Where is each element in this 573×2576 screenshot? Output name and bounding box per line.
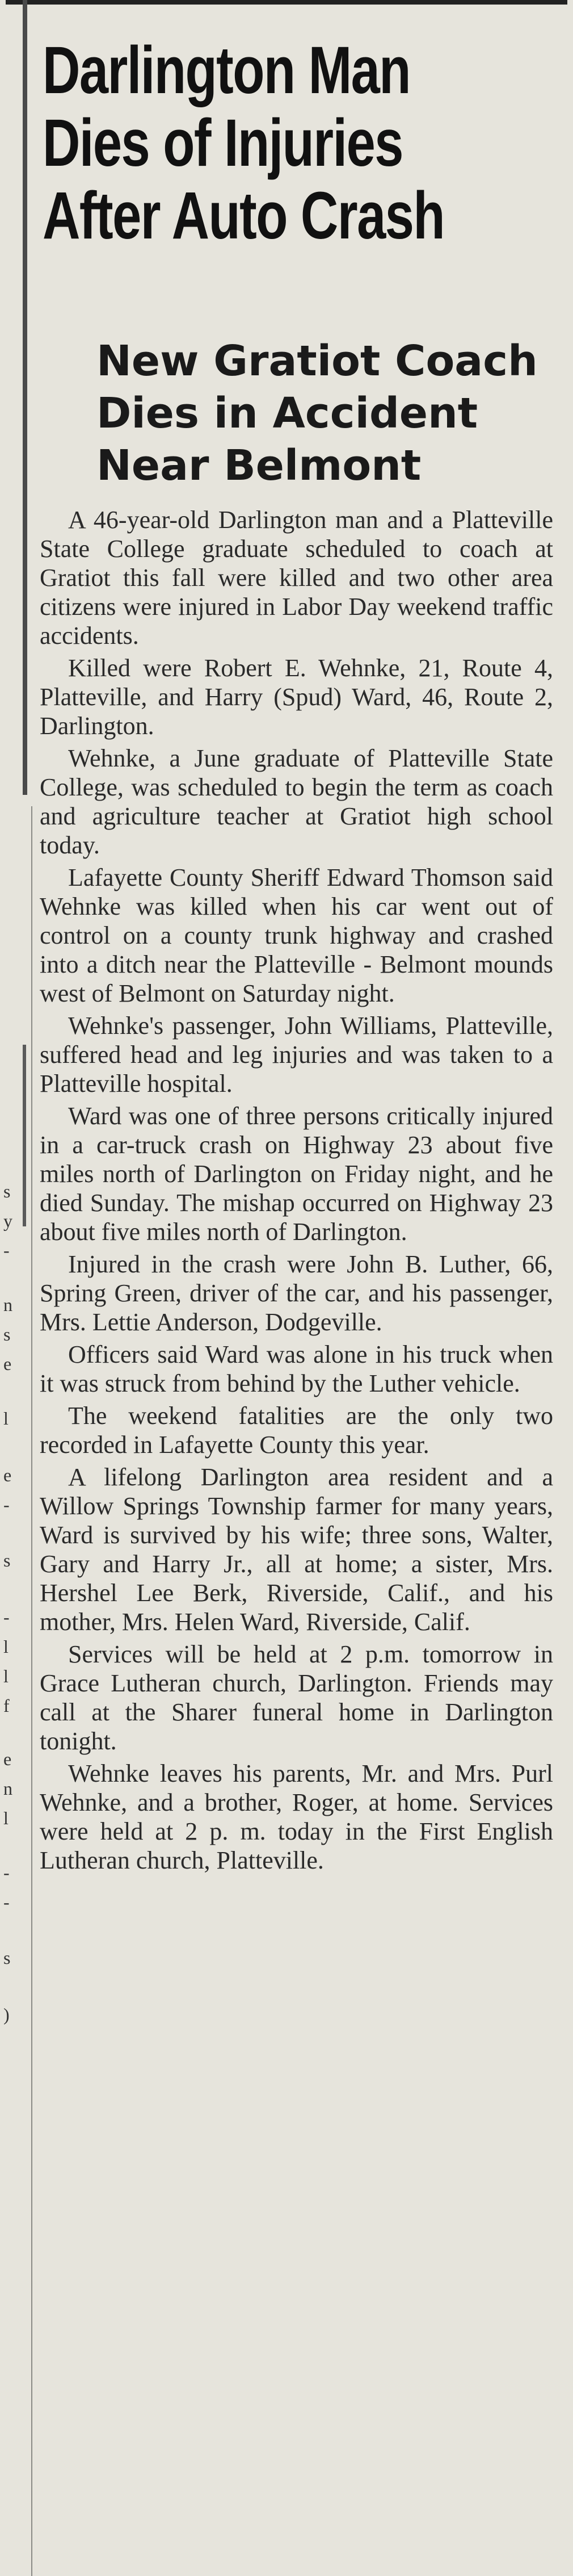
gutter-fragment: e [3,1465,12,1485]
gutter-fragment: s [3,1947,11,1968]
headline-line: After Auto Crash [43,178,444,253]
gutter-fragment: - [3,1607,10,1627]
gutter-fragment: e [3,1749,12,1769]
headline-line: Darlington Man [43,33,410,108]
article-paragraph: Officers said Ward was alone in his truck when it was struck from behind by the Luther vehicle. [40,1341,553,1397]
gutter-fragment: e [3,1354,12,1374]
gutter-fragment: - [3,1862,10,1883]
gutter-fragment: n [3,1295,12,1315]
gutter-fragment: n [3,1778,12,1799]
column-rule-thin [31,806,32,2576]
article-paragraph: Wehnke's passenger, John Williams, Platteville, suffered head and leg injuries and was taken to a Platteville hospital. [40,1012,553,1098]
gutter-fragment: s [3,1550,11,1570]
column-rule-lower [23,1045,26,1226]
column-rule [23,0,27,795]
article-paragraph: The weekend fatalities are the only two recorded in Lafayette County this year. [40,1402,553,1459]
article-paragraph: A lifelong Darlington area resident and a Willow Springs Township farmer for many years, Ward is survived by his wife; three sons, Walter, Gary and Harry Jr., all at home; a sister, Mrs. Hershel Lee Berk, Riverside, Calif., and his mother, Mrs. Helen Ward, Riverside, Calif. [40,1463,553,1636]
article-paragraph: Killed were Robert E. Wehnke, 21, Route 4, Platteville, and Harry (Spud) Ward, 46, Route 2, Darlington. [40,654,553,740]
article-body [40,505,553,1878]
subhead-line: New Gratiot Coach [96,337,538,386]
gutter-fragment: - [3,1892,10,1912]
gutter-fragment: - [3,1240,10,1260]
headline-line: Dies of Injuries [43,106,403,181]
top-rule [6,0,567,5]
gutter-fragment: l [3,1808,9,1828]
subhead-line: Near Belmont [96,441,422,490]
gutter-fragment: y [3,1210,12,1231]
subhead-line: Dies in Accident [96,389,478,438]
article-paragraph: Ward was one of three persons critically injured in a car-truck crash on Highway 23 about five miles north of Darlington on Friday night, and he died Sunday. The mishap occurred on Highway 23 about five miles north of Darlington. [40,1102,553,1246]
gutter-fragment: l [3,1636,9,1657]
article-paragraph: A 46-year-old Darlington man and a Platteville State College graduate scheduled to coach at Gratiot this fall were killed and two other area citizens were injured in Labor Day weekend traffic accidents. [40,506,553,650]
headline [43,34,450,252]
gutter-fragment: l [3,1408,9,1429]
article-paragraph: Lafayette County Sheriff Edward Thomson said Wehnke was killed when his car went out of control on a county trunk highway and crashed into a ditch near the Platteville - Belmont mounds west of Belmont on Saturday night. [40,864,553,1007]
article-paragraph: Injured in the crash were John B. Luther, 66, Spring Green, driver of the car, and his passenger, Mrs. Lettie Anderson, Dodgeville. [40,1250,553,1336]
article-paragraph: Wehnke leaves his parents, Mr. and Mrs. Purl Wehnke, and a brother, Roger, at home. Services were held at 2 p. m. today in the First English Lutheran church, Platteville. [40,1760,553,1874]
gutter-fragment: s [3,1181,11,1201]
subheadline [96,335,562,492]
gutter-fragment: f [3,1695,10,1716]
article-paragraph: Services will be held at 2 p.m. tomorrow in Grace Lutheran church, Darlington. Friends may call at the Sharer funeral home in Darlington tonight. [40,1640,553,1755]
gutter-fragment: s [3,1324,11,1344]
gutter-fragment: ) [3,2004,10,2025]
gutter-fragment: l [3,1666,9,1686]
adjacent-column-fragments [0,1181,17,2544]
gutter-fragment: - [3,1494,10,1515]
article-paragraph: Wehnke, a June graduate of Platteville State College, was scheduled to begin the term as coach and agriculture teacher at Gratiot high school today. [40,744,553,859]
